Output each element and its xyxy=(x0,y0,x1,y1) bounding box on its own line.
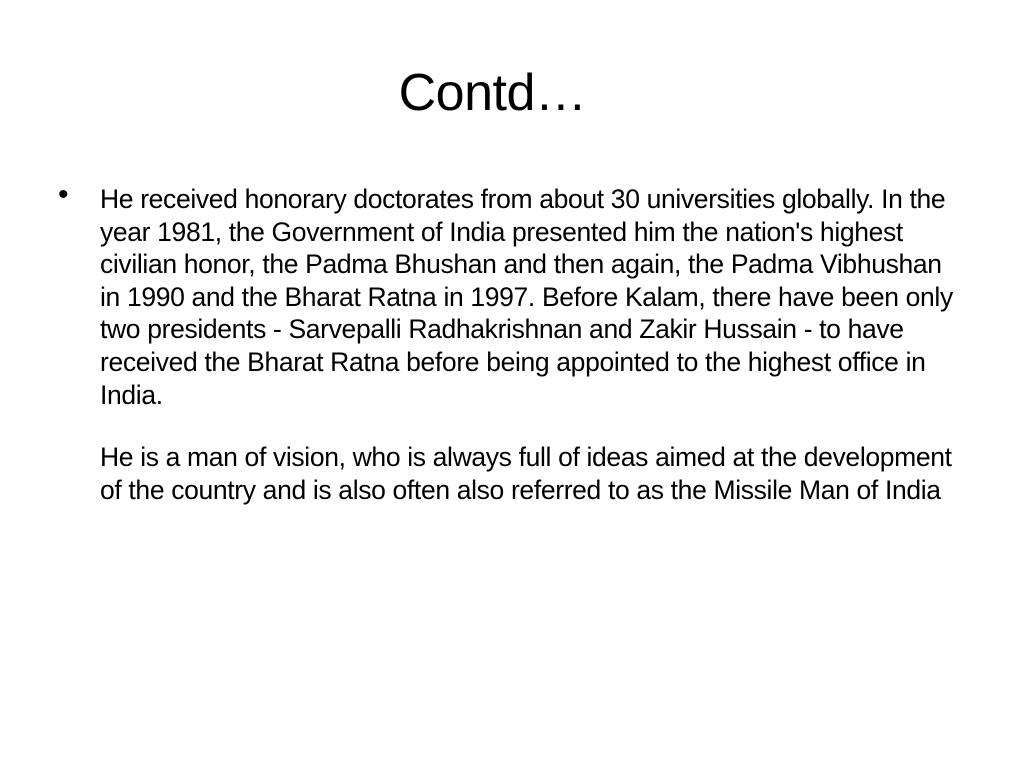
bullet-marker: • xyxy=(58,178,69,211)
slide-body xyxy=(58,178,968,506)
slide-title: Contd… xyxy=(398,64,587,122)
body-paragraph-awards: He received honorary doctorates from about 30 universities globally. In the year 1981, the Government of India presented him the nation's highest civilian honor, the Padma Bhushan and then again, the Padma Vibhushan in 1990 and the Bharat Ratna in 1997. Before Kalam, there have been only two presidents - Sarvepalli Radhakrishnan and Zakir Hussain - to have received the Bharat Ratna before being appointed to the highest office in India. xyxy=(100,184,953,410)
body-paragraph-vision: He is a man of vision, who is always full of ideas aimed at the development of the country and is also often also referred to as the Missile Man of India xyxy=(100,442,952,505)
bullet-item xyxy=(58,178,968,506)
